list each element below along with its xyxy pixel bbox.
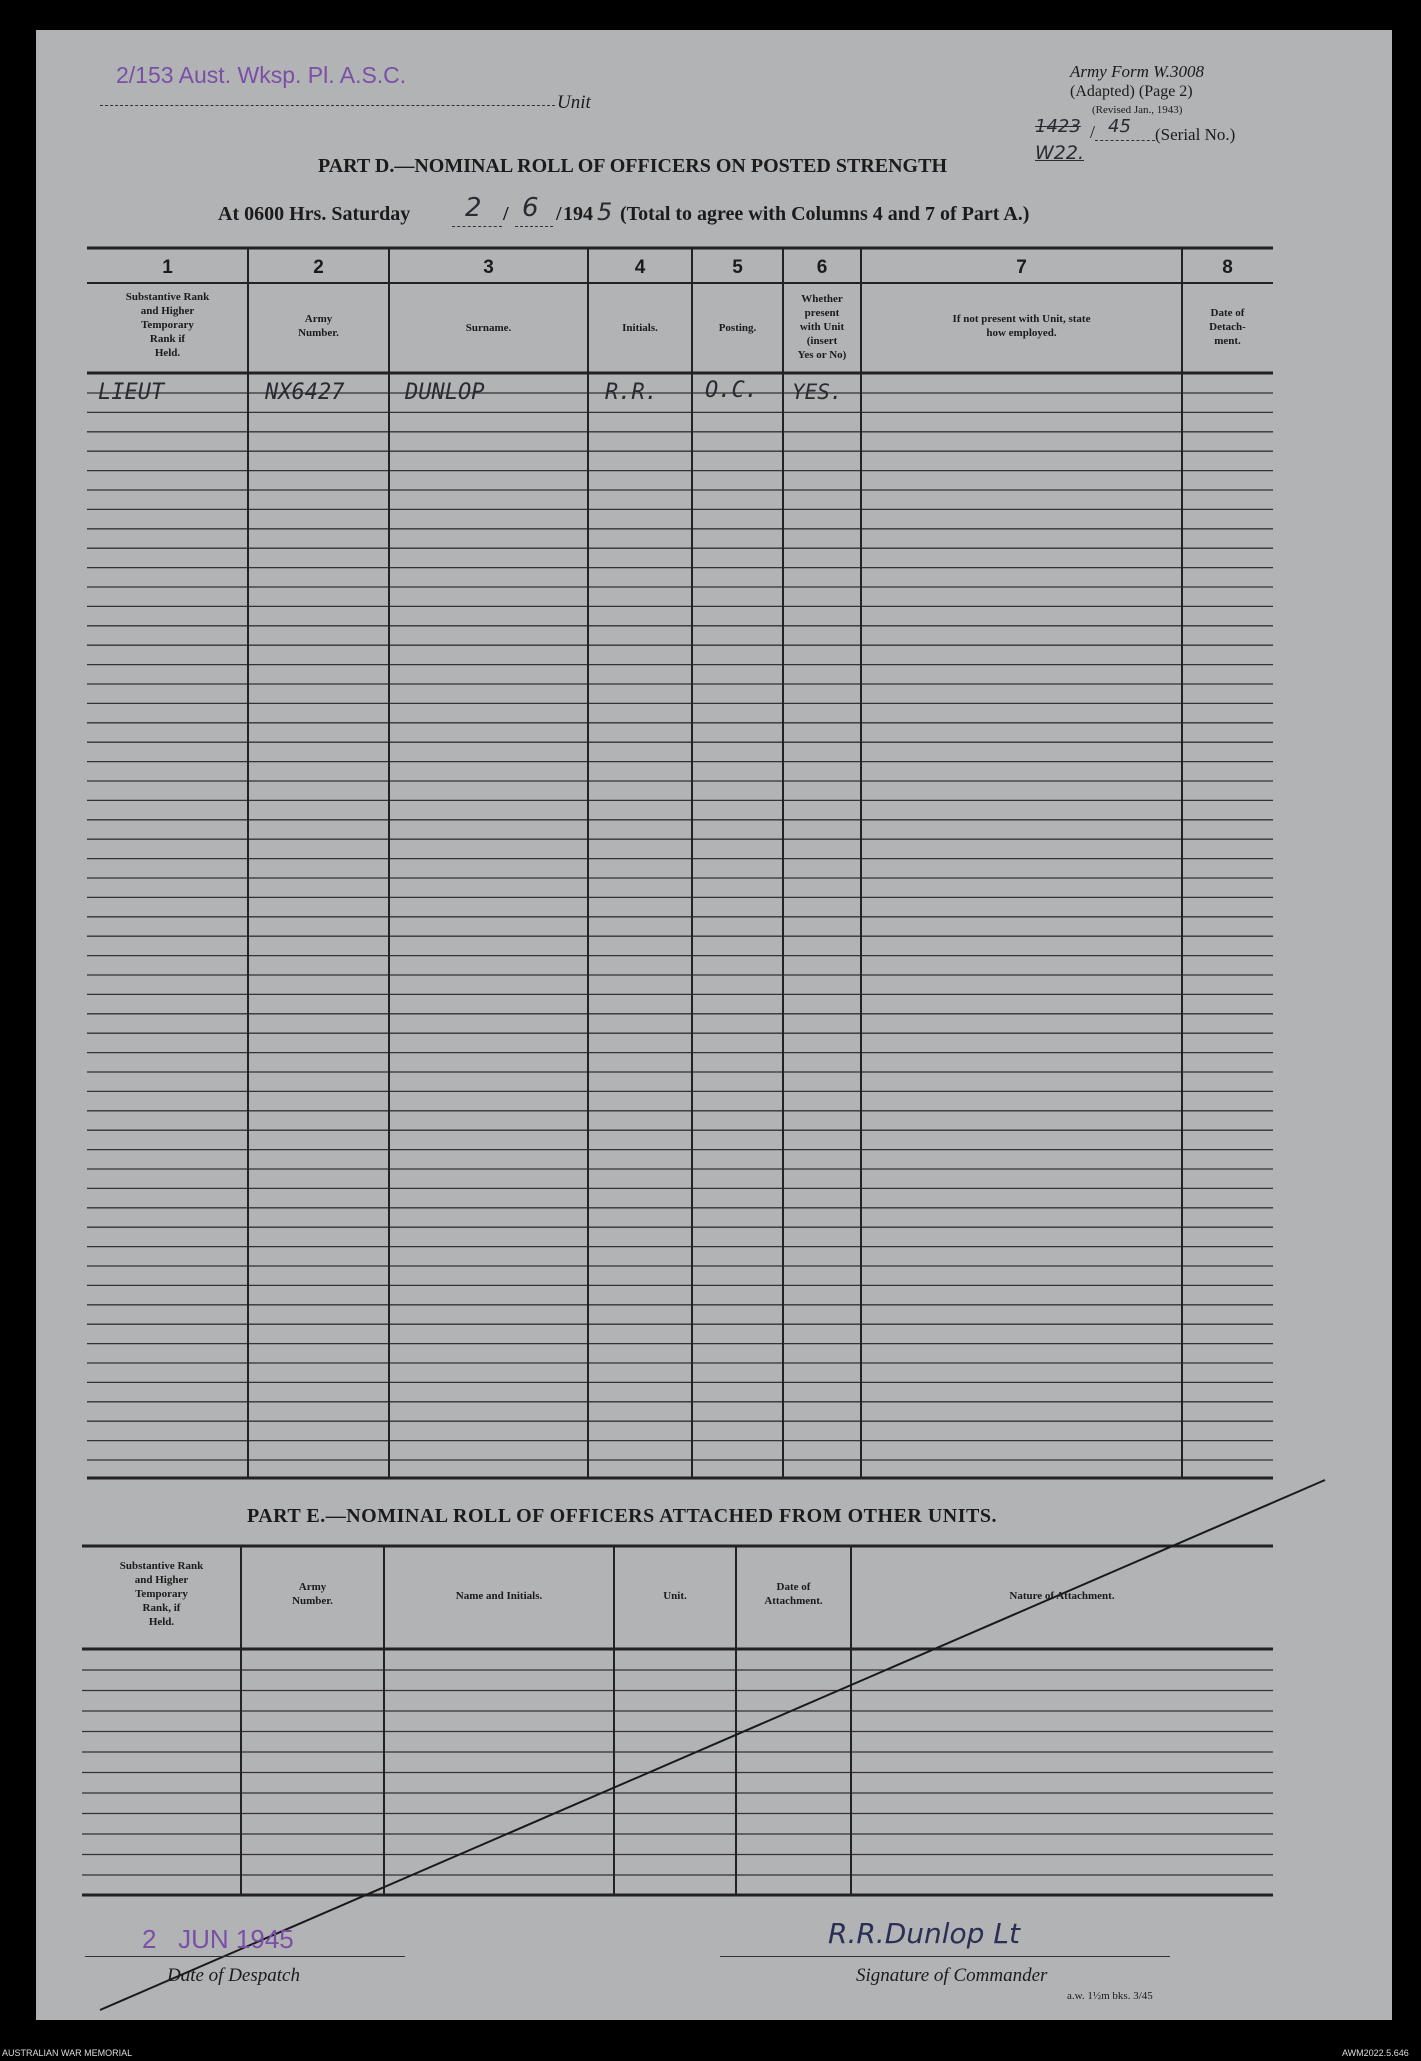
form-number: Army Form W.3008	[1070, 62, 1204, 81]
commander-signature: R.R.Dunlop Lt	[828, 1917, 1020, 1950]
date-sep-1: /	[503, 203, 509, 225]
col-number-7: 7	[1016, 257, 1027, 278]
part-d-date-suffix: (Total to agree with Columns 4 and 7 of Part A.)	[620, 203, 1030, 225]
col-number-4: 4	[634, 257, 646, 278]
date-year-hand: 5	[597, 198, 613, 226]
col-number-1: 1	[162, 257, 173, 278]
form-revised: (Revised Jan., 1943)	[1092, 104, 1183, 116]
serial-struck: 1423	[1035, 116, 1081, 137]
date-day: 2	[465, 193, 482, 223]
e-header-rank: Substantive Rank and Higher Temporary Rank, if Held.	[119, 1560, 204, 1628]
serial-label: (Serial No.)	[1155, 125, 1236, 144]
form-adapted: (Adapted) (Page 2)	[1070, 83, 1193, 100]
col-header-initials: Initials.	[622, 322, 658, 334]
e-header-nature: Nature of Attachment.	[1009, 1590, 1115, 1602]
despatch-date-label: Date of Despatch	[167, 1965, 300, 1986]
despatch-date-line	[85, 1956, 405, 1957]
row-1-initials: R.R.	[605, 380, 658, 405]
part-d-date-prefix: At 0600 Hrs. Saturday	[218, 203, 411, 225]
serial-number-2: W22.	[1035, 142, 1085, 164]
caption-left: AUSTRALIAN WAR MEMORIAL	[2, 2048, 133, 2058]
date-month: 6	[522, 193, 539, 223]
date-sep-2: /	[556, 203, 562, 225]
caption-right: AWM2022.5.646	[1342, 2048, 1409, 2058]
col-header-employment: If not present with Unit, state how employed.	[952, 313, 1091, 339]
col-number-6: 6	[816, 257, 828, 278]
col-header-present: Whether present with Unit (insert Yes or No)	[797, 293, 847, 361]
date-year-printed: 194	[563, 203, 593, 225]
col-header-rank: Substantive Rank and Higher Temporary Rank if Held.	[125, 291, 210, 359]
col-number-5: 5	[732, 257, 743, 278]
col-number-2: 2	[313, 257, 324, 278]
unit-label: Unit	[557, 92, 591, 113]
unit-stamp: 2/153 Aust. Wksp. Pl. A.S.C.	[116, 62, 407, 88]
col-number-8: 8	[1222, 257, 1233, 278]
e-header-name: Name and Initials.	[455, 1590, 543, 1602]
e-header-unit: Unit.	[663, 1590, 687, 1602]
signature-line	[720, 1956, 1170, 1957]
part-d-title: PART D.—NOMINAL ROLL OF OFFICERS ON POSTED STRENGTH	[318, 155, 948, 177]
part-e-title: PART E.—NOMINAL ROLL OF OFFICERS ATTACHED FROM OTHER UNITS.	[247, 1505, 997, 1527]
row-1-present: YES.	[792, 380, 843, 404]
col-number-3: 3	[483, 257, 494, 278]
serial-slash: /	[1090, 122, 1096, 142]
signature-label: Signature of Commander	[856, 1965, 1048, 1986]
col-header-detachment: Date of Detach- ment.	[1209, 307, 1246, 347]
row-1-rank: LIEUT	[98, 380, 165, 405]
despatch-date-stamp: 2 JUN 1945	[142, 1924, 294, 1954]
col-header-army-number: Army Number.	[298, 313, 339, 339]
col-header-posting: Posting.	[718, 322, 757, 334]
serial-number: 45	[1108, 116, 1131, 137]
col-header-surname: Surname.	[465, 322, 512, 334]
e-header-army-number: Army Number.	[292, 1581, 333, 1607]
row-1-posting: O.C.	[705, 378, 758, 403]
row-1-surname: DUNLOP	[405, 380, 485, 405]
print-code: a.w. 1½m bks. 3/45	[1067, 1990, 1153, 2002]
e-header-attach-date: Date of Attachment.	[764, 1581, 823, 1607]
row-1-army-number: NX6427	[265, 380, 345, 405]
